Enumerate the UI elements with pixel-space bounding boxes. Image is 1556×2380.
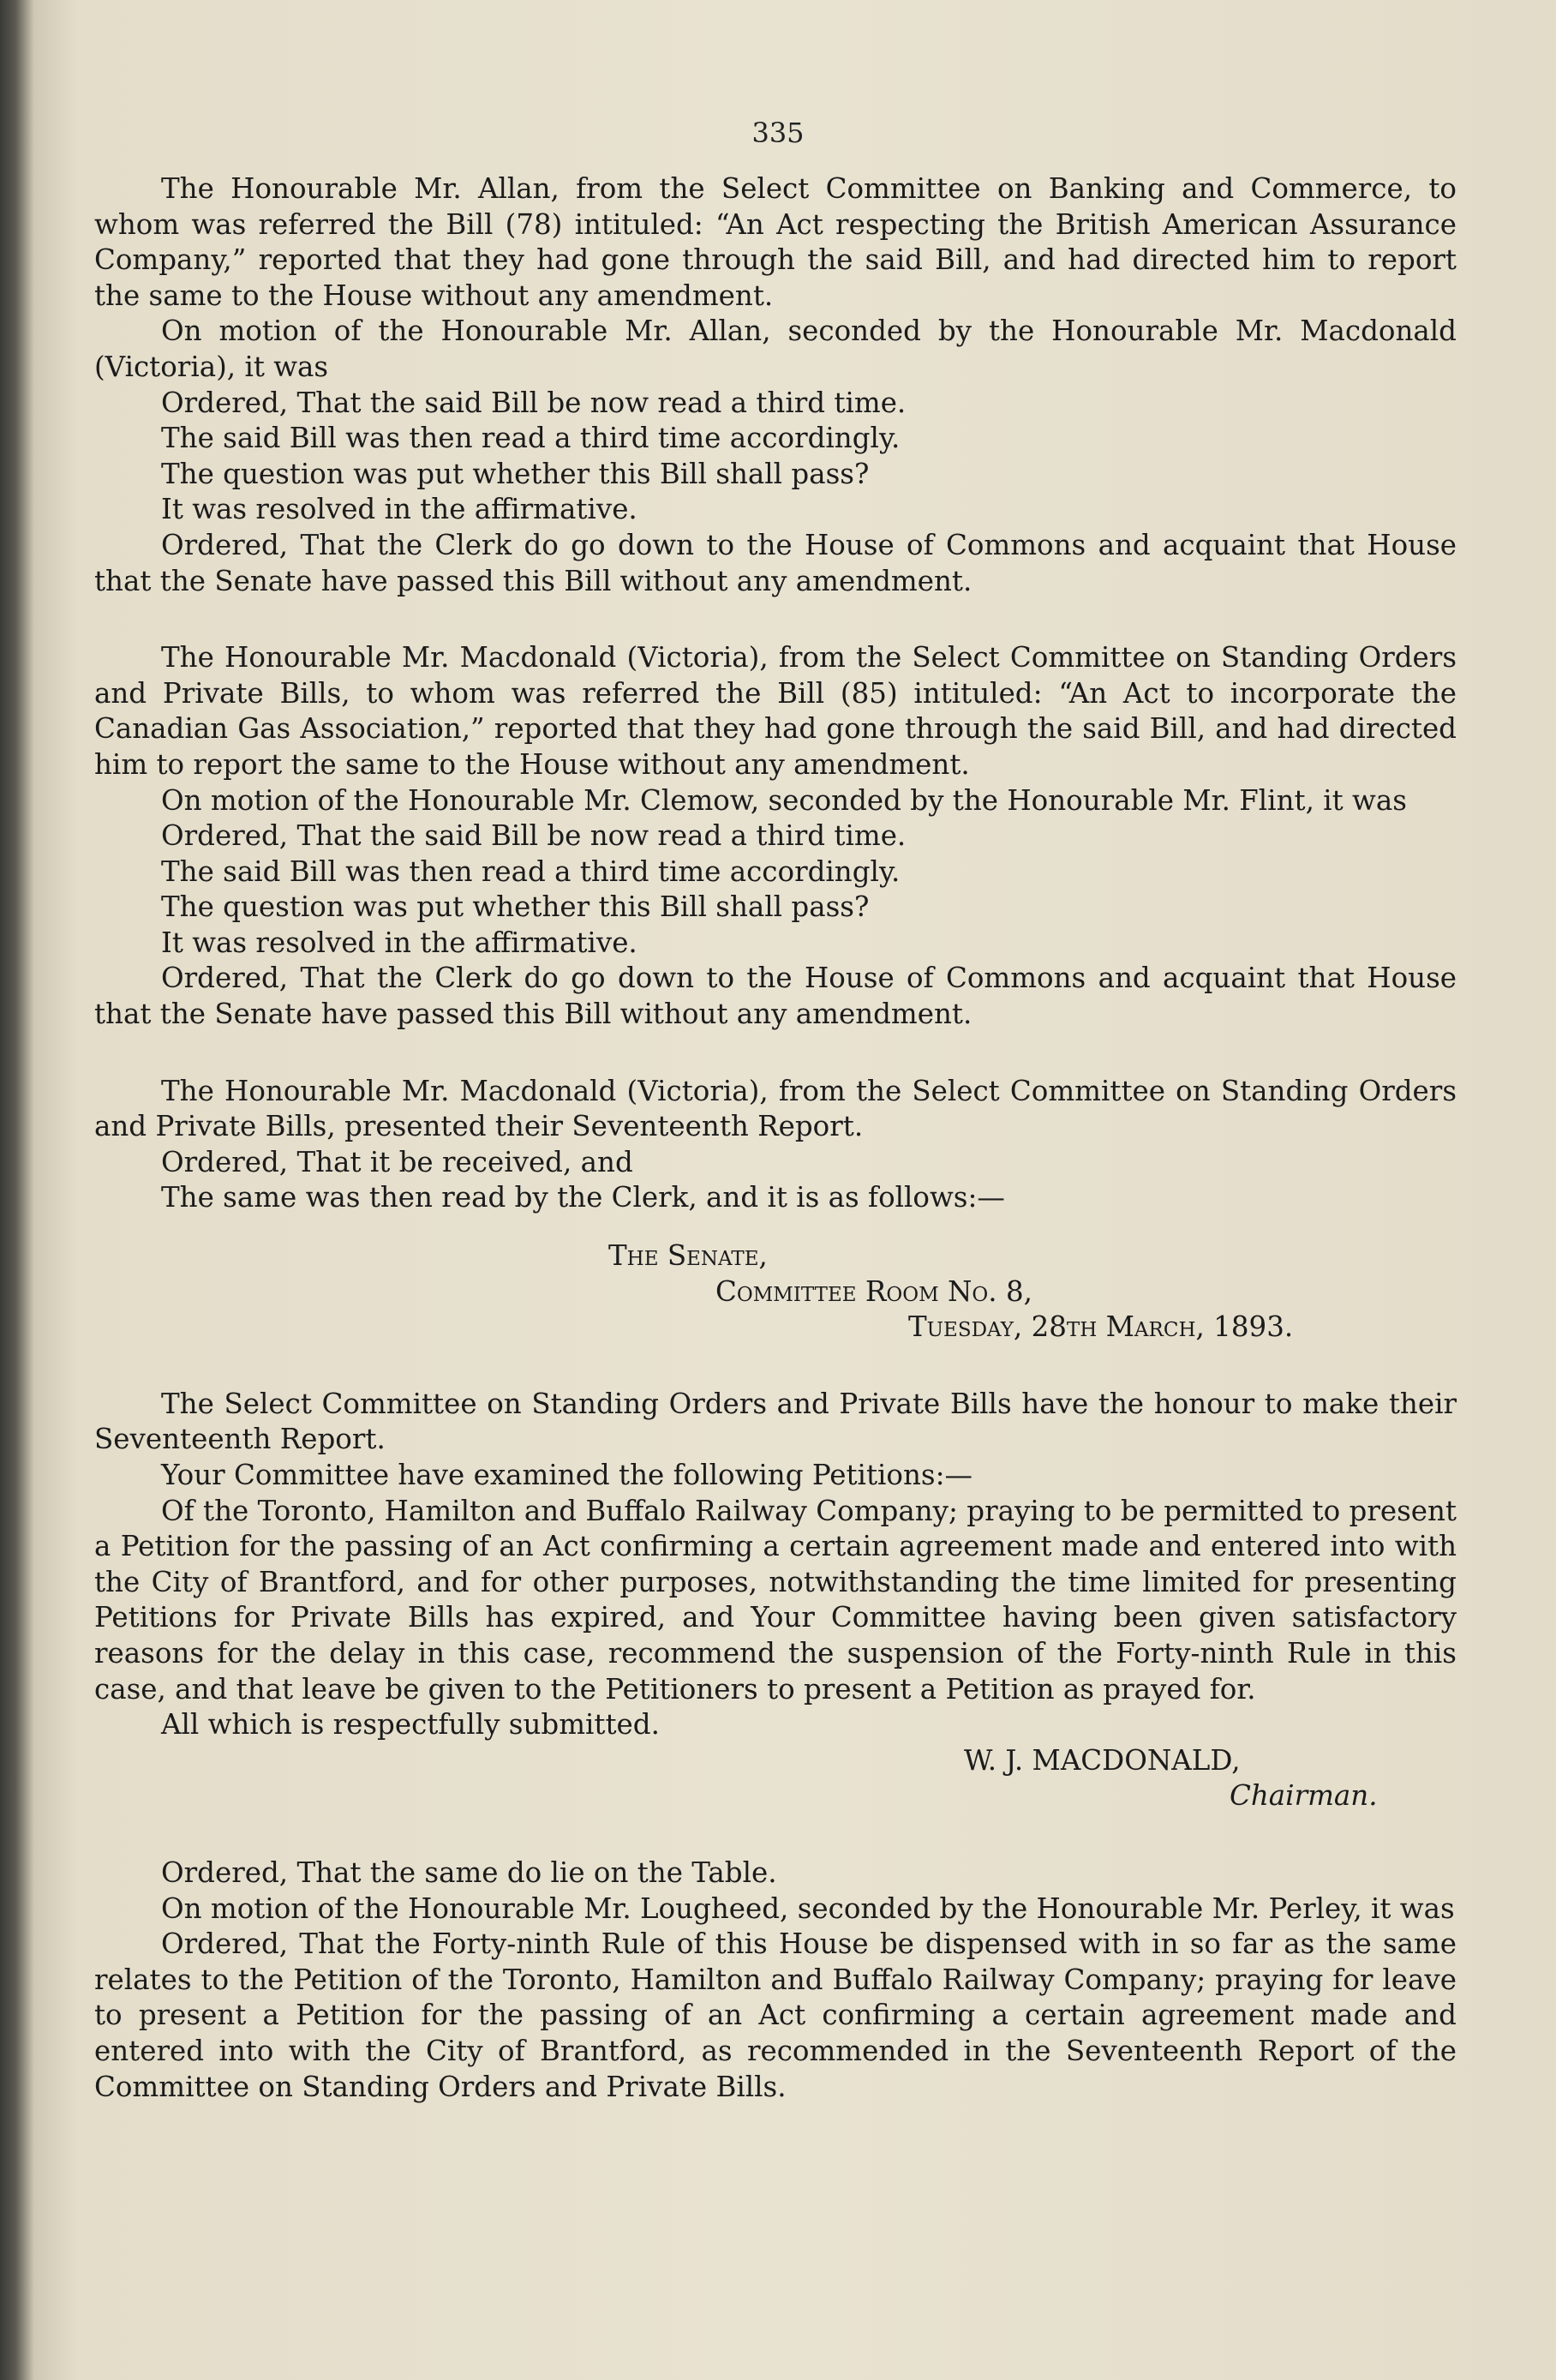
signature-title: Chairman. (1230, 1779, 1378, 1813)
paragraph: It was resolved in the affirmative. (161, 493, 637, 526)
paragraph: The Honourable Mr. Allan, from the Select Committee on Banking and Commerce, to whom was referred the Bill (78) intituled: “An Act respecting the British American Assurance Company,” reported that they had gone through the said Bill, and had directed him to report the same to the House without any amendment. (94, 172, 1457, 312)
paragraph: Ordered, That the said Bill be now read a third time. (161, 819, 907, 853)
paragraph: Ordered, That the Clerk do go down to the House of Commons and acquaint that House that the Senate have passed this Bill without any amendment. (94, 528, 1457, 597)
paragraph: It was resolved in the affirmative. (161, 926, 637, 959)
paragraph: The said Bill was then read a third time accordingly. (161, 854, 901, 888)
report-header-date: Tuesday, 28th March, 1893. (908, 1310, 1294, 1344)
signature-name: W. J. MACDONALD, (964, 1743, 1241, 1777)
journal-text (94, 171, 1457, 2105)
paragraph: Ordered, That it be received, and (161, 1145, 633, 1178)
paragraph: The same was then read by the Clerk, and it is as follows:— (161, 1181, 1005, 1214)
paragraph: The question was put whether this Bill shall pass? (161, 890, 870, 924)
report-header-room: Committee Room No. 8, (715, 1274, 1032, 1308)
report-paragraph: Of the Toronto, Hamilton and Buffalo Railway Company; praying to be permitted to present a Petition for the passing of an Act confirming a certain agreement made and entered into with the City of Brantford, and for other purposes, notwithstanding the time limited for presenting Petitions for Private Bills has expired, and Your Committee having been given satisfactory reasons for the delay in this case, recommend the suspension of the Forty-ninth Rule in this case, and that leave be given to the Petitioners to present a Petition as prayed for. (94, 1494, 1457, 1706)
paragraph: On motion of the Honourable Mr. Allan, seconded by the Honourable Mr. Macdonald (Victoria), it was (94, 315, 1457, 383)
report-paragraph: The Select Committee on Standing Orders and Private Bills have the honour to make their Seventeenth Report. (94, 1387, 1457, 1456)
paragraph: The Honourable Mr. Macdonald (Victoria), from the Select Committee on Standing Orders and Private Bills, presented their Seventeenth Report. (94, 1074, 1457, 1143)
paragraph: The said Bill was then read a third time accordingly. (161, 422, 901, 455)
paragraph: Ordered, That the Clerk do go down to the House of Commons and acquaint that House that the Senate have passed this Bill without any amendment. (94, 962, 1457, 1031)
report-paragraph: Your Committee have examined the following Petitions:— (161, 1459, 973, 1491)
paragraph: On motion of the Honourable Mr. Clemow, seconded by the Honourable Mr. Flint, it was (161, 783, 1407, 817)
page-number: 335 (751, 117, 805, 149)
paragraph: Ordered, That the same do lie on the Table. (161, 1855, 777, 1889)
paragraph: The question was put whether this Bill shall pass? (161, 457, 870, 490)
paragraph: Ordered, That the said Bill be now read a third time. (161, 386, 907, 419)
paragraph: The Honourable Mr. Macdonald (Victoria), from the Select Committee on Standing Orders and Private Bills, to whom was referred the Bill (85) intituled: “An Act to incorporate the Canadian Gas Association,” reported that they had gone through the said Bill, and had directed him to report the same to the House without any amendment. (94, 641, 1457, 781)
paragraph: Ordered, That the Forty-ninth Rule of this House be dispensed with in so far as the same relates to the Petition of the Toronto, Hamilton and Buffalo Railway Company; praying for leave to present a Petition for the passing of an Act confirming a certain agreement made and entered into with the City of Brantford, as recommended in the Seventeenth Report of the Committee on Standing Orders and Private Bills. (94, 1927, 1457, 2103)
paragraph: On motion of the Honourable Mr. Lougheed, seconded by the Honourable Mr. Perley, it was (161, 1891, 1455, 1925)
report-paragraph: All which is respectfully submitted. (161, 1708, 660, 1742)
report-header-senate: The Senate, (608, 1239, 768, 1273)
